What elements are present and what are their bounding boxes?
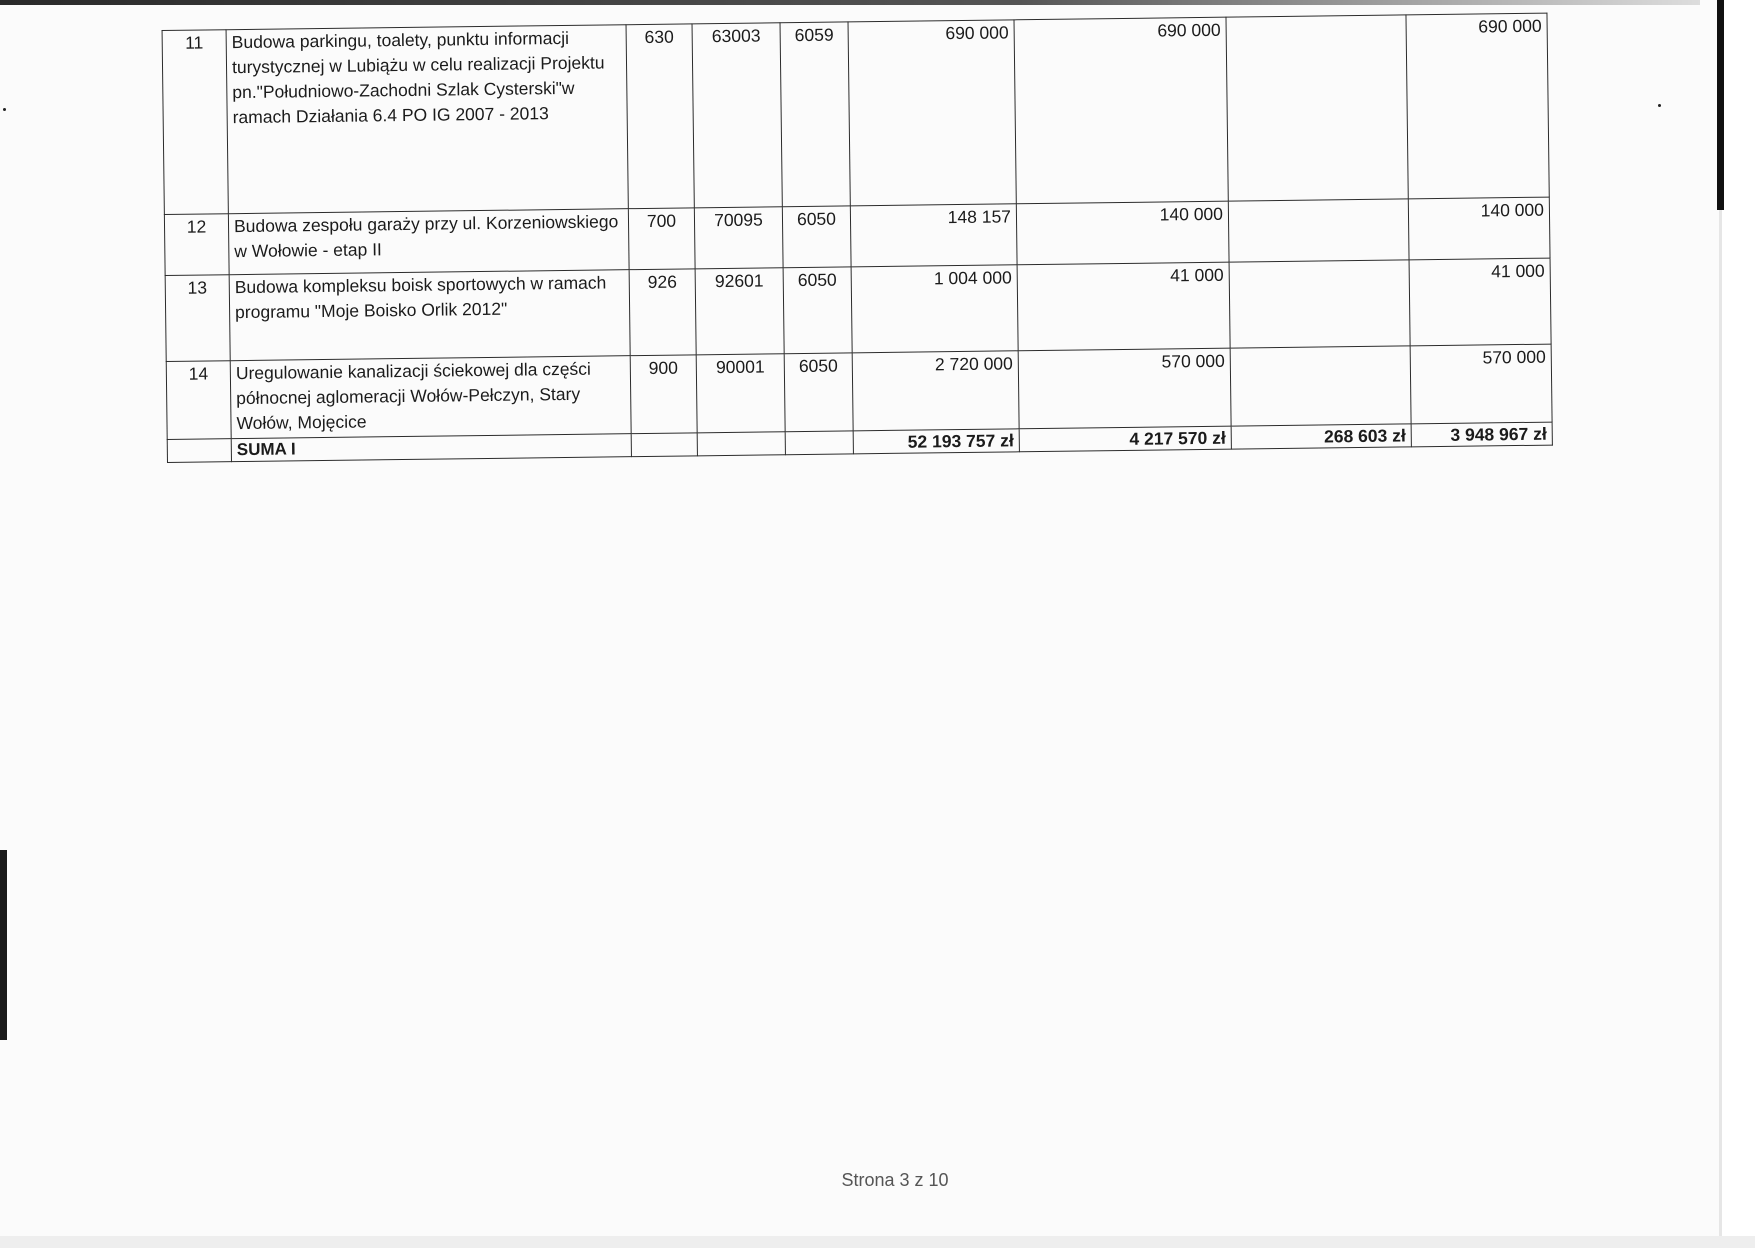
- cell-rozdzial: 63003: [692, 23, 782, 208]
- cell-description: Budowa parkingu, toalety, punktu informacji turystycznej w Lubiążu w celu realizacji Projektu pn."Południowo-Zachodni Szlak Cysterski"w ramach Działania 6.4 PO IG 2007 - 2013: [226, 25, 628, 214]
- sum-plan: 4 217 570 zł: [1019, 426, 1231, 452]
- cell-col8: 690 000: [1406, 13, 1549, 199]
- cell-dzial: 630: [626, 24, 694, 209]
- scan-edge-left: [0, 850, 7, 1040]
- cell-no: 14: [166, 361, 231, 440]
- table-wrapper: [162, 13, 1553, 463]
- sum-col7: 268 603 zł: [1231, 424, 1411, 449]
- cell-paragraf: 6050: [784, 353, 853, 432]
- cell-paragraf: 6050: [783, 267, 852, 354]
- cell-wartosc: 148 157: [850, 204, 1017, 267]
- investment-table: [162, 13, 1553, 463]
- scan-edge-bottom: [0, 1236, 1755, 1248]
- table-row: [162, 13, 1549, 214]
- sum-label: SUMA I: [231, 434, 631, 462]
- cell-col8: 570 000: [1410, 344, 1552, 424]
- scan-speck: [3, 108, 6, 111]
- cell-rozdzial: 90001: [696, 354, 785, 433]
- cell-dzial: 700: [628, 208, 695, 270]
- cell-rozdzial: 70095: [694, 207, 783, 269]
- cell-description: Budowa zespołu garaży przy ul. Korzeniowskiego w Wołowie - etap II: [228, 209, 629, 275]
- scan-speck: [1658, 104, 1661, 107]
- cell-paragraf: [785, 431, 853, 455]
- cell-no: 11: [162, 30, 228, 215]
- cell-dzial: 900: [630, 355, 697, 434]
- cell-dzial: 926: [629, 269, 696, 356]
- cell-col7: [1228, 199, 1409, 262]
- cell-plan: 690 000: [1014, 17, 1228, 204]
- cell-no: 12: [164, 214, 229, 276]
- scan-edge-top: [0, 0, 1700, 5]
- cell-col7: [1230, 346, 1411, 426]
- sum-col8: 3 948 967 zł: [1411, 422, 1552, 447]
- cell-col8: 41 000: [1409, 258, 1551, 346]
- table-body: [162, 13, 1552, 462]
- cell-plan: 570 000: [1018, 348, 1231, 429]
- cell-paragraf: 6050: [782, 206, 851, 268]
- cell-no: 13: [165, 275, 230, 362]
- cell-plan: 41 000: [1017, 262, 1230, 351]
- cell-col7: [1229, 260, 1410, 348]
- cell-rozdzial: 92601: [695, 268, 784, 355]
- cell-col7: [1226, 15, 1408, 201]
- cell-paragraf: 6059: [780, 22, 850, 207]
- cell-wartosc: 690 000: [848, 20, 1016, 206]
- cell-description: Budowa kompleksu boisk sportowych w ramach programu "Moje Boisko Orlik 2012": [229, 270, 630, 361]
- scan-edge-right-lower: [1719, 210, 1722, 1248]
- cell-dzial: [631, 433, 697, 457]
- cell-plan: 140 000: [1016, 201, 1229, 265]
- cell-col8: 140 000: [1408, 197, 1550, 260]
- cell-rozdzial: [697, 432, 785, 456]
- cell-description: Uregulowanie kanalizacji ściekowej dla części północnej aglomeracji Wołów-Pełczyn, Stary Wołów, Mojęcice: [230, 356, 631, 439]
- cell-wartosc: 2 720 000: [852, 351, 1019, 431]
- sum-wartosc: 52 193 757 zł: [853, 429, 1019, 454]
- page-number: Strona 3 z 10: [841, 1170, 949, 1190]
- cell-wartosc: 1 004 000: [851, 265, 1018, 353]
- cell-no: [167, 439, 231, 463]
- scan-edge-right: [1717, 0, 1724, 210]
